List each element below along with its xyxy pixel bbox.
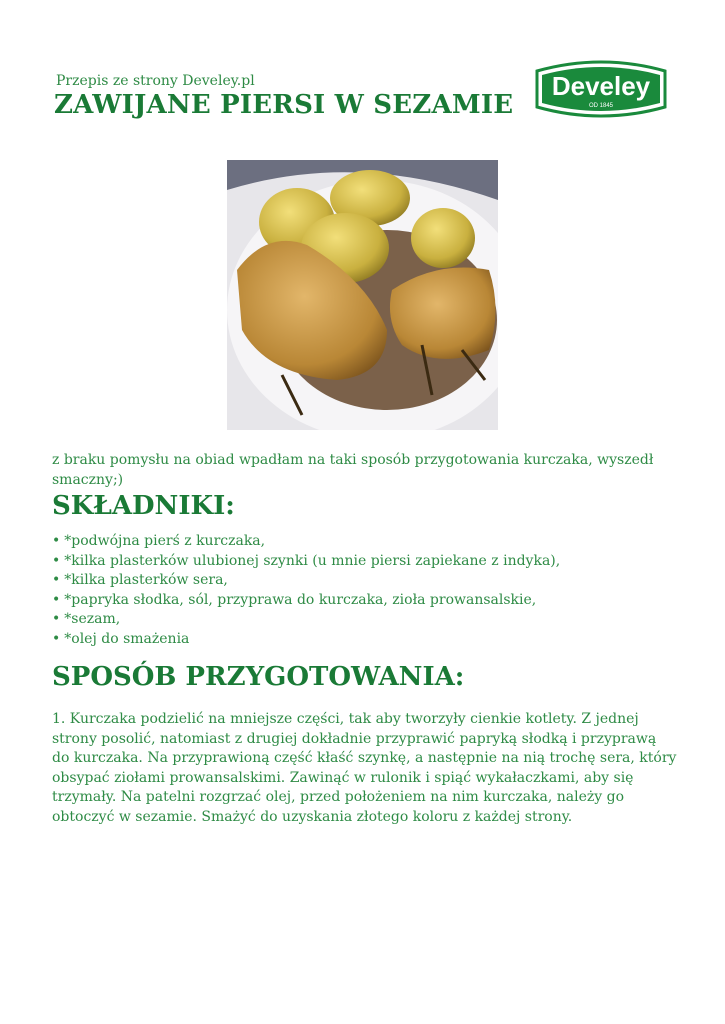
method-text: 1. Kurczaka podzielić na mniejsze części, tak aby tworzyły cienkie kotlety. Z jednej strony posolić, natomiast z drugiej dokładnie przyprawić papryką słodką i przyprawą do kurczaka. Na przyprawioną część kłaść szynkę, a następnie na nią trochę sera, który obsypać ziołami prowansalskimi. Zawinąć w rulonik i spiąć wykałaczkami, aby się trzymały. Na patelni rozgrzać olej, przed położeniem na nim kurczaka, należy go obtoczyć w sezamie. Smażyć do uzyskania złotego koloru z każdej strony. [52,711,677,825]
ingredient-item: • *podwójna pierś z kurczaka, [52,532,560,552]
develey-logo [531,57,671,121]
ingredients-heading: SKŁADNIKI: [52,491,235,521]
ingredients-list [52,532,560,650]
recipe-source: Przepis ze strony Develey.pl [56,73,255,89]
logo-wordmark: Develey [551,71,651,101]
recipe-title: ZAWIJANE PIERSI W SEZAMIE [54,90,514,120]
logo-since: OD 1845 [588,103,614,109]
ingredient-item: • *kilka plasterków ulubionej szynki (u mnie piersi zapiekane z indyka), [52,552,560,572]
ingredient-item: • *kilka plasterków sera, [52,571,560,591]
ingredient-item: • *papryka słodka, sól, przyprawa do kurczaka, zioła prowansalskie, [52,591,560,611]
recipe-intro: z braku pomysłu na obiad wpadłam na taki sposób przygotowania kurczaka, wyszedł smaczny;) [52,452,654,488]
ingredient-item: • *sezam, [52,610,560,630]
ingredient-item: • *olej do smażenia [52,630,560,650]
dish-photo [227,160,498,430]
method-heading: SPOSÓB PRZYGOTOWANIA: [52,662,465,692]
